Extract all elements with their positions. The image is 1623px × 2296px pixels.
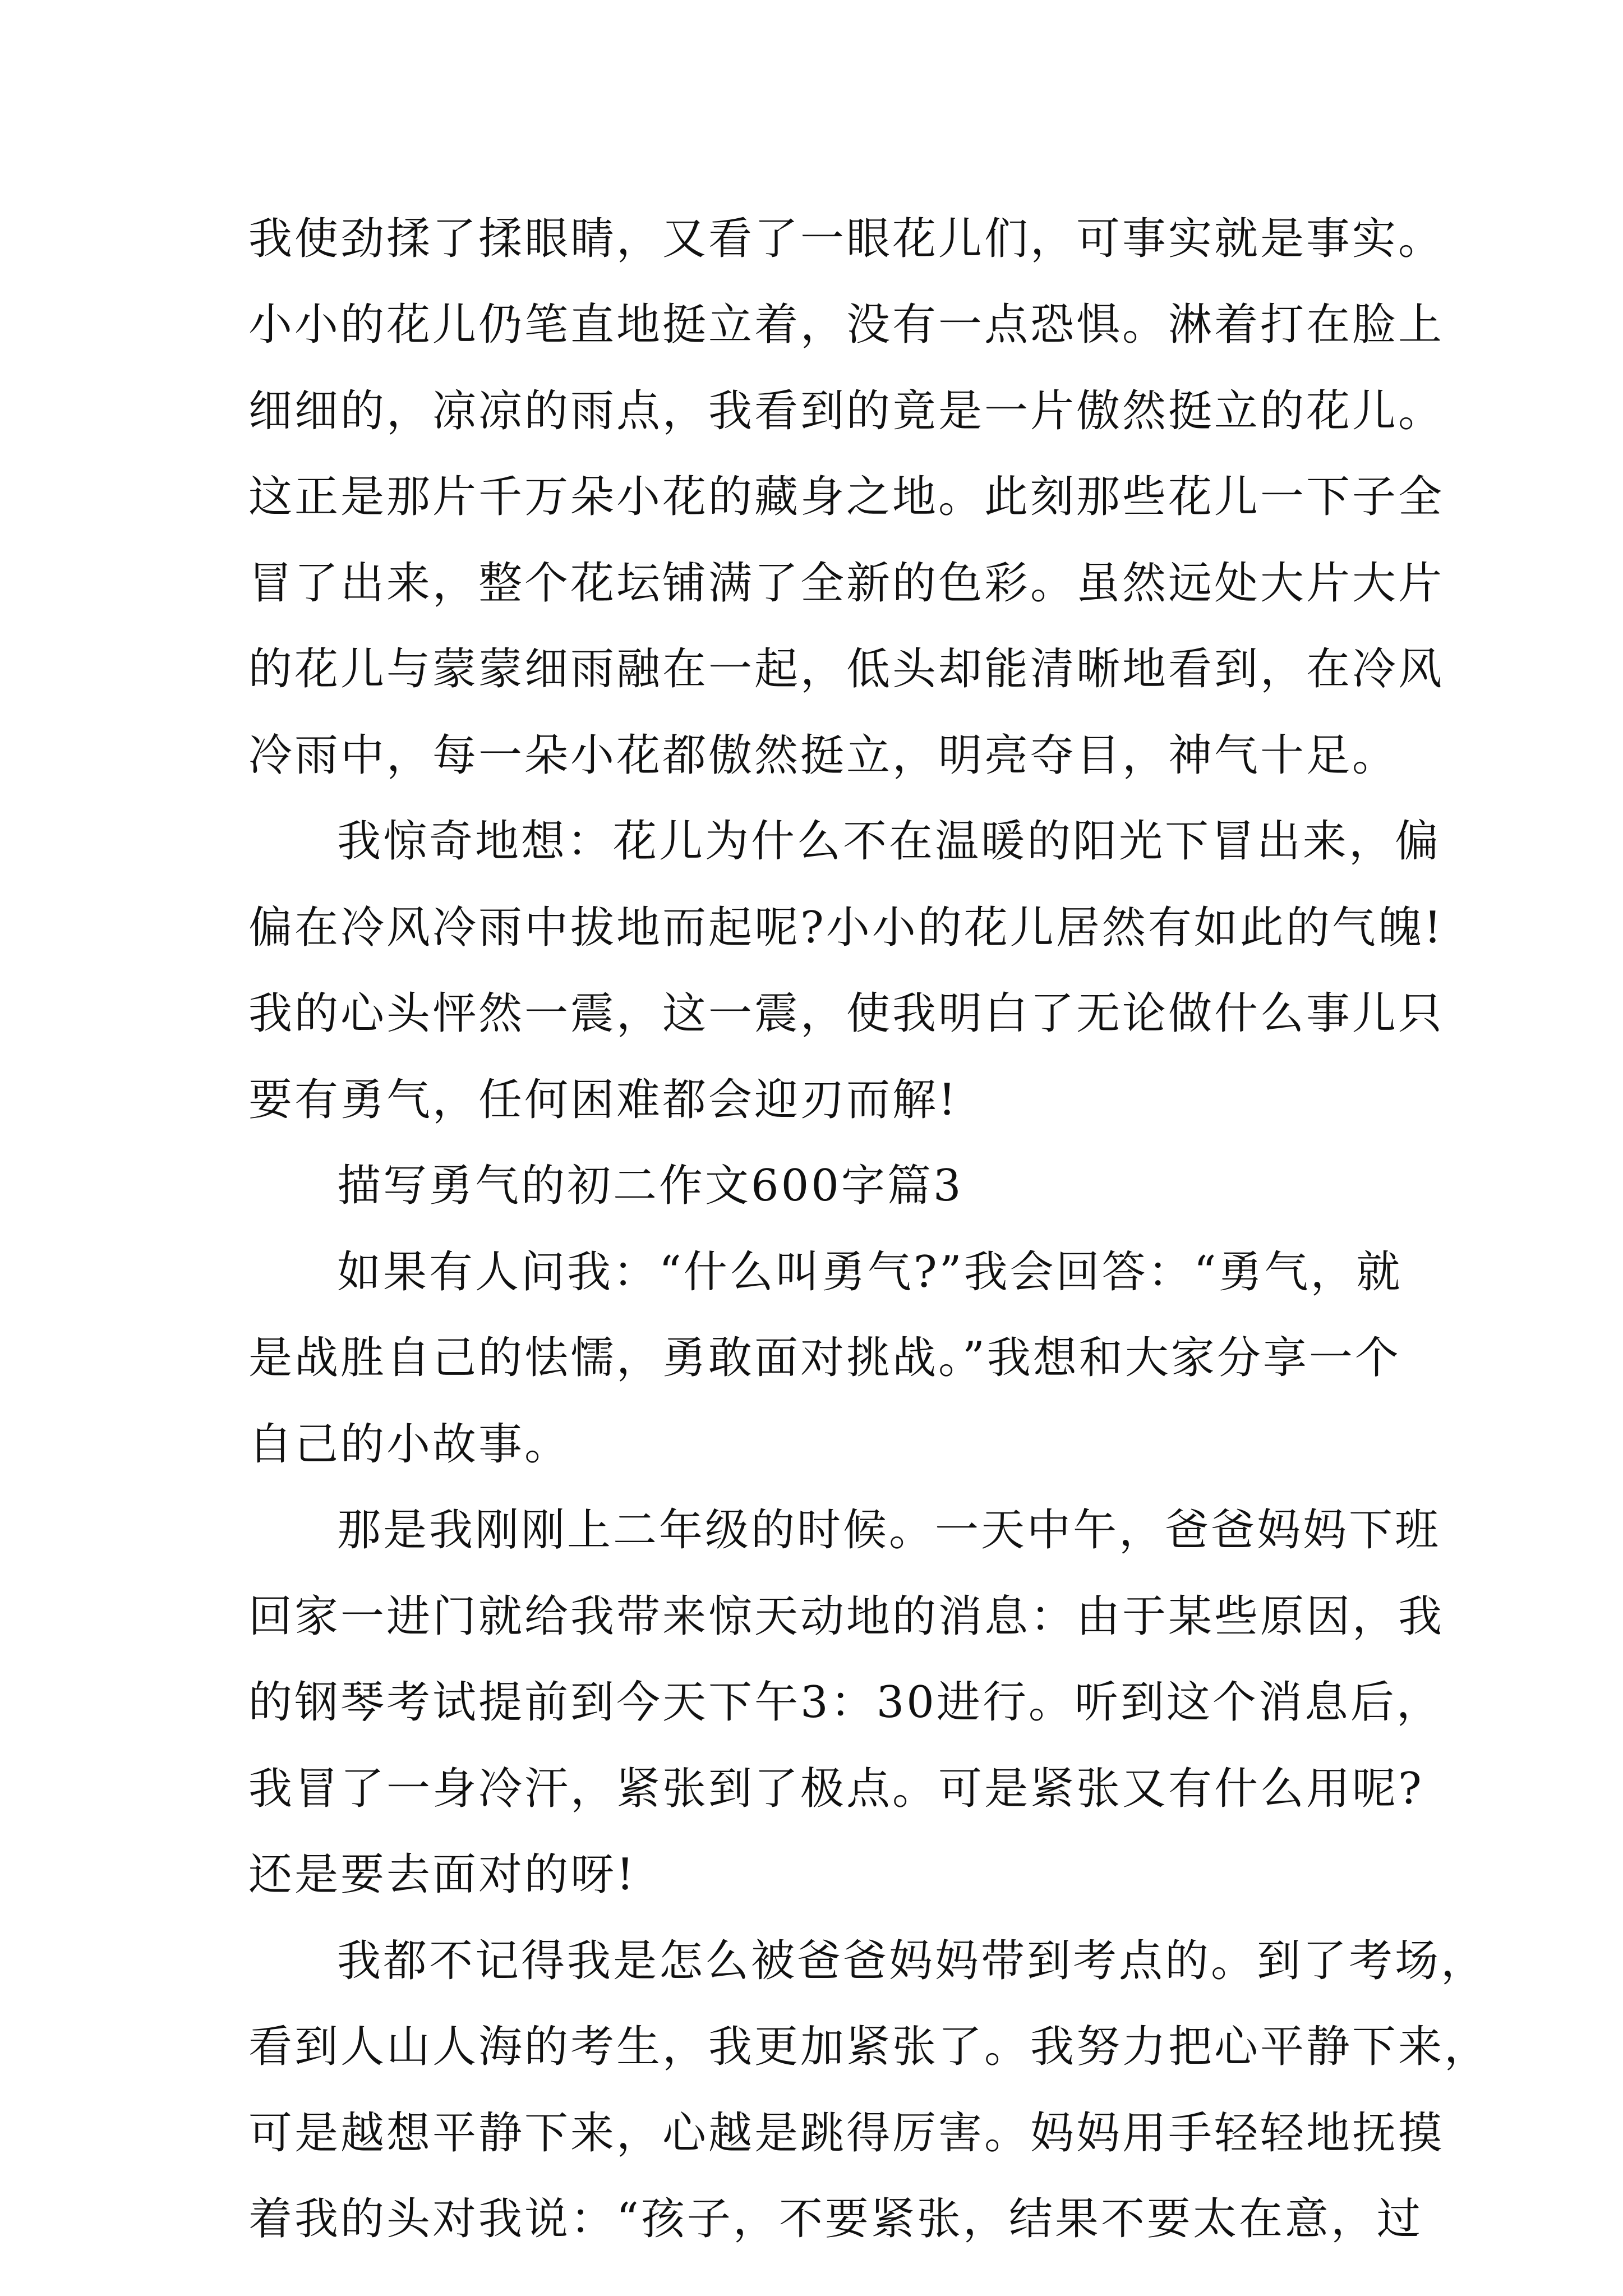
paragraph-first-line: 如果有人问我：“什么叫勇气?”我会回答：“勇气，就 — [337, 1247, 1403, 1297]
text-line: 小小的花儿仍笔直地挺立着，没有一点恐惧。淋着打在脸上 — [248, 300, 1445, 350]
text-line: 我冒了一身冷汗，紧张到了极点。可是紧张又有什么用呢? — [248, 1764, 1424, 1814]
paragraph-first-line: 那是我刚刚上二年级的时候。一天中午，爸爸妈妈下班 — [337, 1505, 1441, 1556]
text-line: 冒了出来，整个花坛铺满了全新的色彩。虽然远处大片大片 — [248, 558, 1445, 609]
section-heading: 描写勇气的初二作文600字篇3 — [337, 1161, 963, 1211]
text-line: 可是越想平静下来，心越是跳得厉害。妈妈用手轻轻地抚摸 — [248, 2108, 1445, 2159]
text-line: 是战胜自己的怯懦，勇敢面对挑战。”我想和大家分享一个 — [248, 1333, 1401, 1383]
text-line: 的钢琴考试提前到今天下午3：30进行。听到这个消息后， — [248, 1677, 1442, 1728]
text-line: 回家一进门就给我带来惊天动地的消息：由于某些原因，我 — [248, 1591, 1445, 1642]
text-line: 这正是那片千万朵小花的藏身之地。此刻那些花儿一下子全 — [248, 472, 1445, 522]
text-line: 我的心头怦然一震，这一震，使我明白了无论做什么事儿只 — [248, 988, 1445, 1039]
text-line: 看到人山人海的考生，我更加紧张了。我努力把心平静下来， — [248, 2022, 1491, 2072]
text-line: 的花儿与蒙蒙细雨融在一起，低头却能清晰地看到，在冷风 — [248, 644, 1445, 694]
text-line: 着我的头对我说：“孩子，不要紧张，结果不要太在意，过 — [248, 2194, 1423, 2244]
text-line: 我使劲揉了揉眼睛，又看了一眼花儿们，可事实就是事实。 — [248, 214, 1445, 264]
text-line: 冷雨中，每一朵小花都傲然挺立，明亮夺目，神气十足。 — [248, 730, 1399, 781]
text-line: 自己的小故事。 — [248, 1419, 571, 1470]
text-line: 要有勇气，任何困难都会迎刃而解! — [248, 1075, 958, 1125]
paragraph-first-line: 我都不记得我是怎么被爸爸妈妈带到考点的。到了考场， — [337, 1936, 1487, 1986]
text-line: 细细的，凉凉的雨点，我看到的竟是一片傲然挺立的花儿。 — [248, 386, 1445, 436]
paragraph-first-line: 我惊奇地想：花儿为什么不在温暖的阳光下冒出来，偏 — [337, 816, 1441, 867]
text-line: 还是要去面对的呀! — [248, 1849, 637, 1900]
text-line: 偏在冷风冷雨中拔地而起呢?小小的花儿居然有如此的气魄! — [248, 903, 1444, 953]
